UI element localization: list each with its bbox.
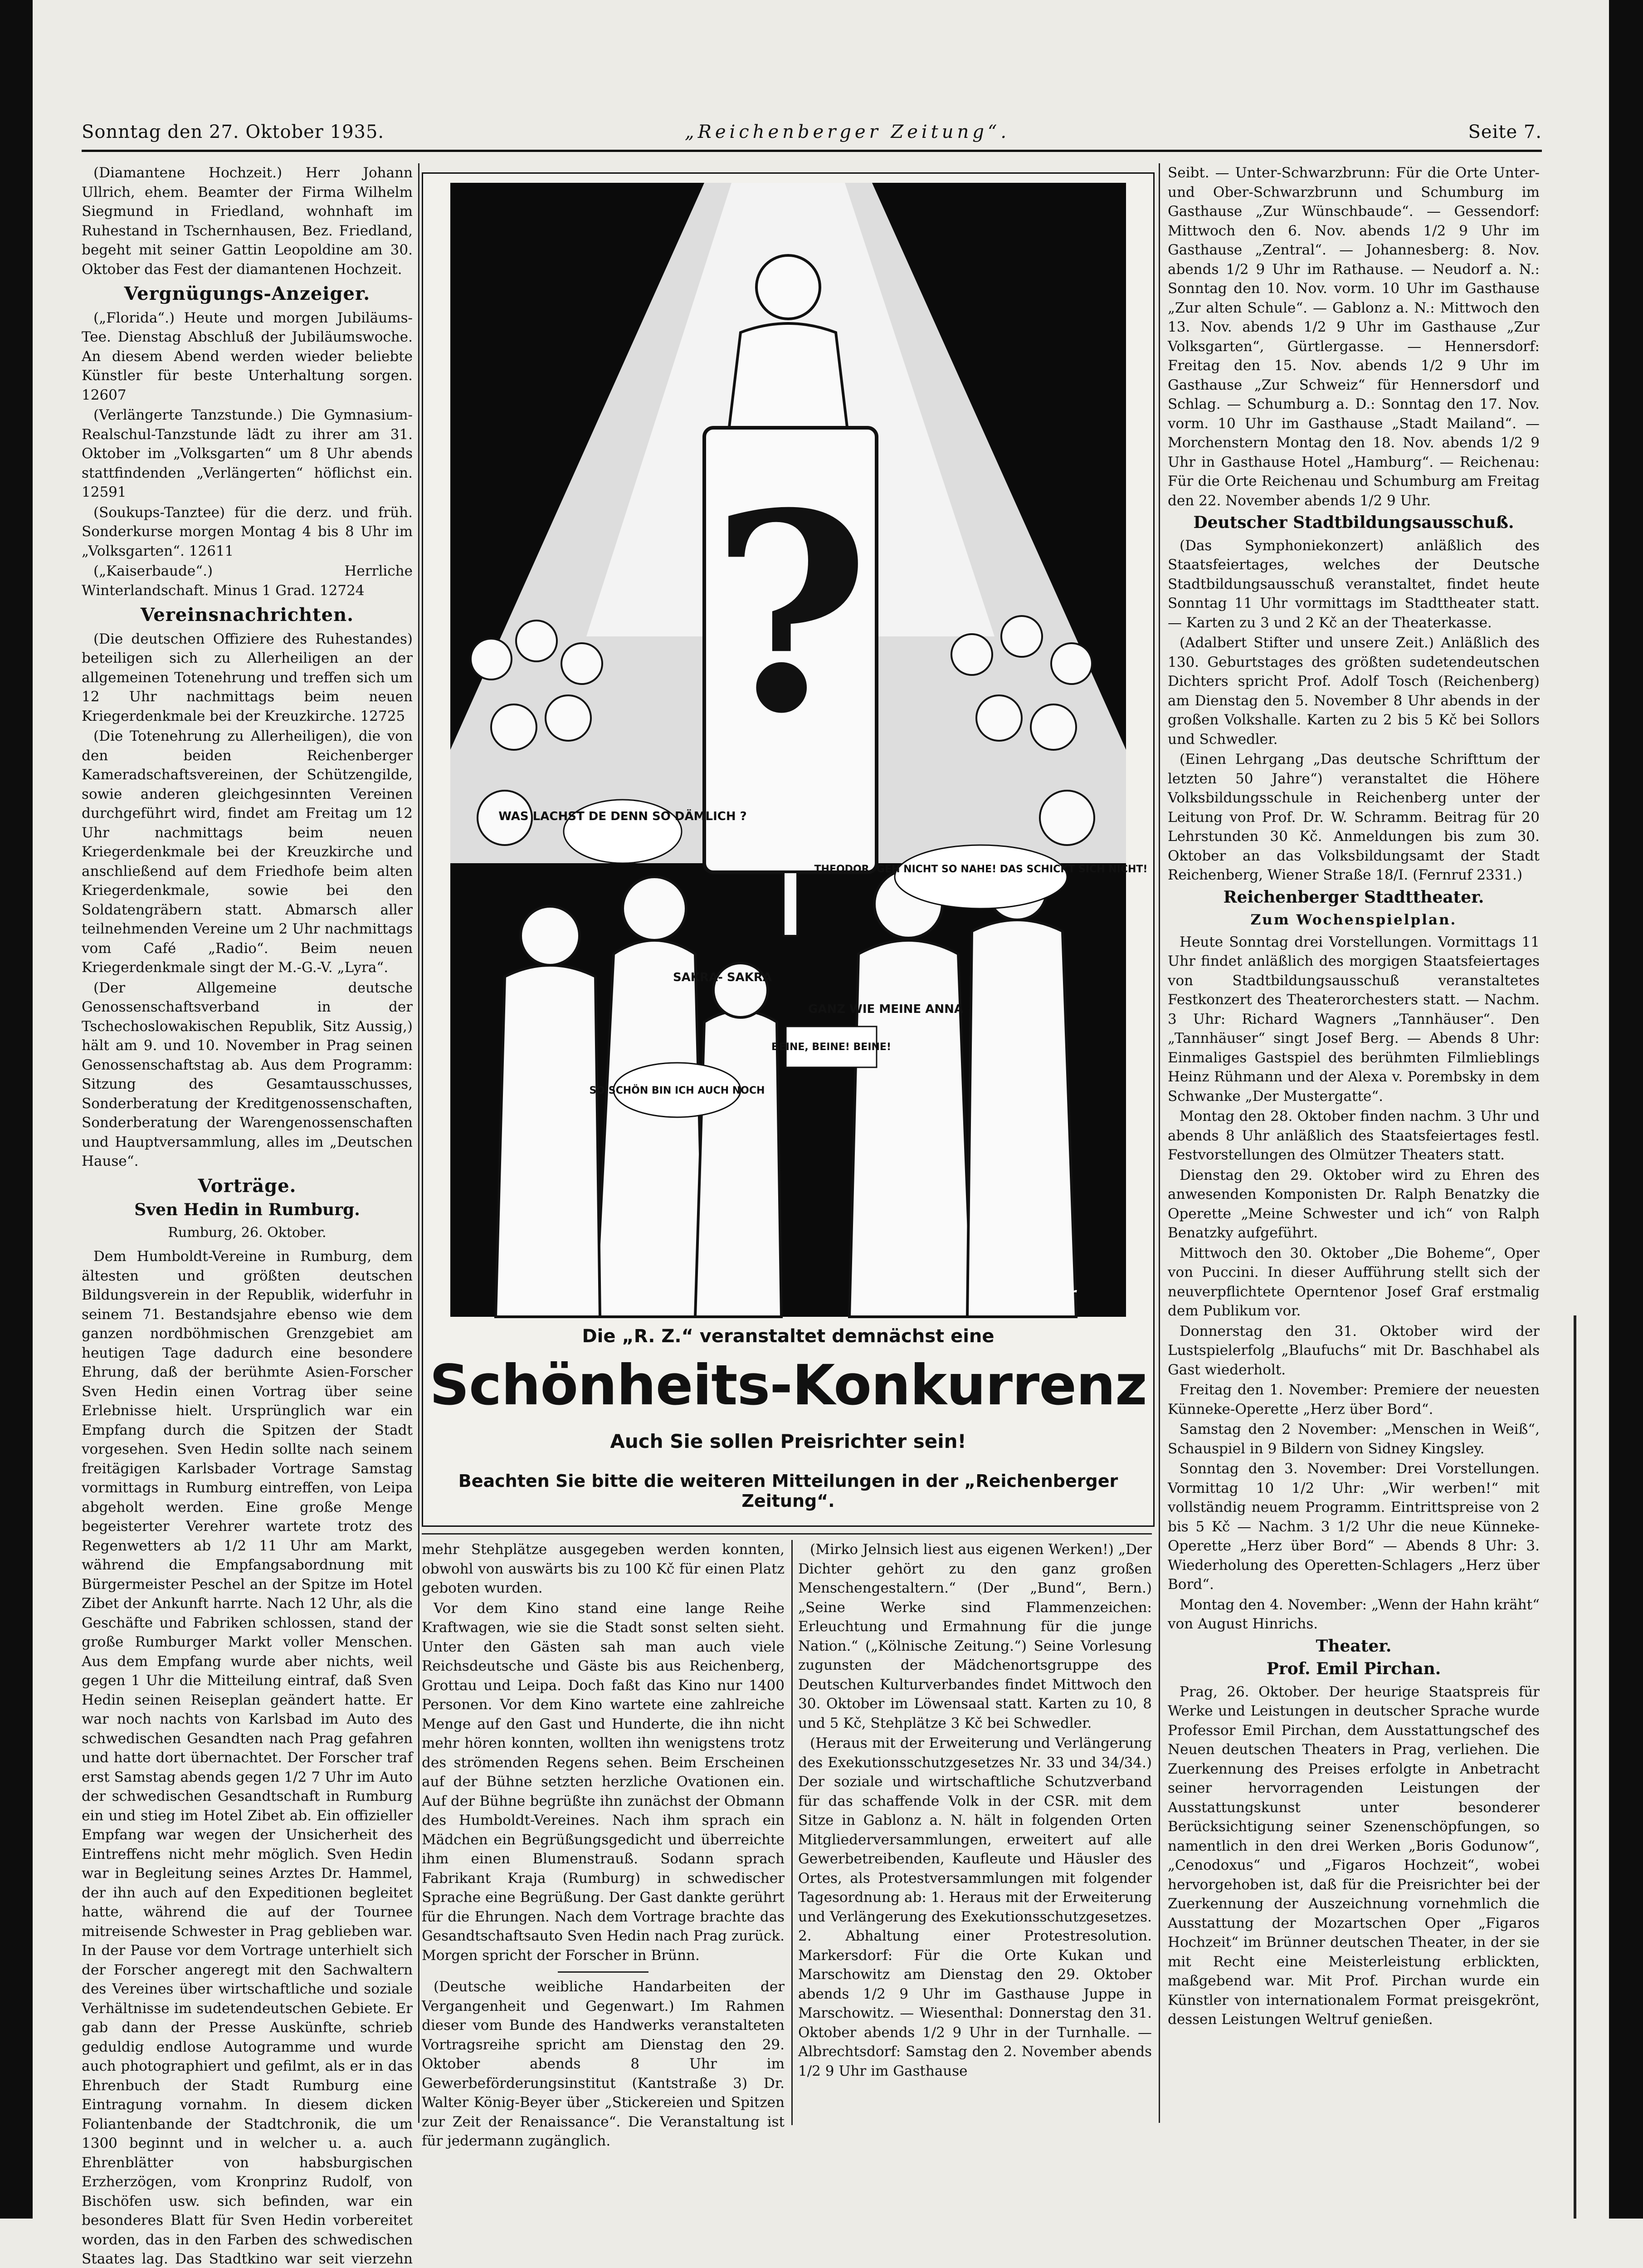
- section-rule: [558, 1971, 648, 1973]
- ad-bottom-divider: [422, 1533, 1152, 1535]
- notice-offiziere: (Die deutschen Offiziere des Ruhestandes) beteiligen sich zu Allerheiligen an der allgemeinen Totenehrung und treffen sich um 12 Uhr nachmittags beim neuen Kriegerdenkmale bei der Kreuzkirche. 12725: [82, 631, 413, 724]
- section-heading-stadtbildung: Deutscher Stadtbildungsausschuß.: [1193, 513, 1514, 532]
- article-body-pirchan: Prag, 26. Oktober. Der heurige Staatspreis für Werke und Leistungen in deutscher Sprache wurde Professor Emil Pirchan, dem Ausstattungschef des Neuen deutschen Theaters in Prag, verliehen. Die Zuerkennung des Preises erfolgte in Anbetracht seiner hervorragenden Leistungen der Ausstattungskunst unter besonderer Berücksichtigung seiner Szenenschöpfungen, so namentlich in den drei Werken „Boris Godunow“, „Cenodoxus“ und „Figaros Hochzeit“, wobei hervorgehoben ist, daß für die Preisrichter bei der Zuerkennung der Auszeichnung vornehmlich die Ausstattung der Mozartschen Oper „Figaros Hochzeit“ im Brünner deutschen Theater, in der sie mit Recht eine Meisterleistung erblickten, maßgebend war. Mit Prof. Pirchan wurde ein Künstler von internationalem Format preisgekrönt, dessen Leistungen Weltruf genießen.: [1168, 1683, 1540, 2028]
- notice-symphoniekonzert: (Das Symphoniekonzert) anläßlich des Staatsfeiertages, welches der Deutsche Stadtbildungsausschuß veranstaltet, findet heute Sonntag 11 Uhr vormittags im Stadttheater statt. — Karten zu 3 und 2 Kč an der Theaterkasse.: [1168, 537, 1540, 631]
- scan-edge-line: [1574, 1315, 1576, 2219]
- notice-lehrgang: (Einen Lehrgang „Das deutsche Schrifttum der letzten 50 Jahre“) veranstaltet die Höhere Volksbildungsschule in Reichenberg unter der Leitung von Prof. Dr. W. Schramm. Beitrag für 20 Lehrstunden 30 Kč. Anmeldungen bis zum 30. Oktober an das Volksbildungsamt der Stadt Reichenberg, Wiener Straße 18/I. (Fernruf 2331.): [1168, 751, 1540, 883]
- schedule-mittwoch: Mittwoch den 30. Oktober „Die Boheme“, Oper von Puccini. In dieser Aufführung stellt sich der neuverpflichtete Operntenor Josef Graf erstmalig dem Publikum vor.: [1168, 1245, 1540, 1319]
- scan-edge-left: [0, 0, 33, 2219]
- subheading-wochenspielplan: Zum Wochenspielplan.: [1250, 912, 1457, 928]
- article-body-kino: Vor dem Kino stand eine lange Reihe Kraftwagen, wie sie die Stadt sonst selten sieht. Unter den Gästen sah man auch viele Reichsdeutsche und Gäste bis aus Reichenberg, Grottau und Leipa. Doch faßt das Kino nur 1400 Personen. Vor dem Kino wartete eine zahlreiche Menge auf den Gast und Hunderte, die ihn nicht mehr hören konnten, wollten ihn wenigstens trotz des strömenden Regens sehen. Beim Erscheinen auf der Bühne setzten herzliche Ovationen ein. Auf der Bühne begrüßte ihn zunächst der Obmann des Humboldt-Vereines. Nach ihm sprach ein Mädchen ein Begrüßungsgedicht und überreichte ihm einen Blumenstrauß. Sodann sprach Fabrikant Kraja (Rumburg) in schwedischer Sprache eine Begrüßung. Der Gast dankte gerührt für die Ehrungen. Nach dem Vortrage brachte das Gesandtschaftsauto Sven Hedin nach Prag zurück. Morgen spricht der Forscher in Brünn.: [422, 1600, 785, 1964]
- advertisement-beauty-contest: [422, 172, 1155, 1527]
- header-rule: [82, 150, 1542, 152]
- notice-stifter: (Adalbert Stifter und unsere Zeit.) Anläßlich des 130. Geburtstages des größten sudetendeutschen Dichters spricht Prof. Adolf Tosch (Reichenberg) am Dienstag den 5. November 8 Uhr abends in der großen Volkshalle. Karten zu 2 bis 5 Kč bei Sollors und Schwedler.: [1168, 635, 1540, 748]
- speech-bubble-1: WAS LACHST DE DENN SO DÄMLICH ?: [498, 810, 747, 823]
- schedule-montag: Montag den 28. Oktober finden nachm. 3 Uhr und abends 8 Uhr anläßlich des Staatsfeiertages festl. Festvorstellungen des Olmützer Theaters statt.: [1168, 1108, 1540, 1163]
- svg-text:?: ?: [711, 454, 870, 773]
- artist-signature: Dressler: [1003, 1285, 1076, 1303]
- schedule-donnerstag: Donnerstag den 31. Oktober wird der Lustspielerfolg „Blaufuchs“ mit Dr. Baschhabel als Gast wiederholt.: [1168, 1323, 1540, 1378]
- column-4: [1168, 163, 1540, 2123]
- notice-genossenschaft: (Der Allgemeine deutsche Genossenschaftsverband in der Tschechoslowakischen Republik, Sitz Aussig,) hält am 9. und 10. November in Prag seinen Genossenschaftstag ab. Aus dem Programm: Sitzung des Gesamtausschusses, Sonderberatung der Kreditgenossenschaften, Sonderberatung der Warengenossenschaften und Hauptversammlung, alles im „Deutschen Hause“.: [82, 979, 413, 1169]
- ad-illustration: [450, 183, 1148, 1317]
- column-divider: [791, 1540, 793, 2125]
- section-heading-stadttheater: Reichenberger Stadttheater.: [1223, 887, 1484, 907]
- column-3: [798, 1540, 1152, 2125]
- speech-bubble-4: GANZ WIE MEINE ANNA: [808, 1002, 963, 1016]
- column-divider: [1159, 163, 1160, 2123]
- section-heading-amusement: Vergnügungs-Anzeiger.: [124, 283, 371, 304]
- notice-orte: Seibt. — Unter-Schwarzbrunn: Für die Orte Unter- und Ober-Schwarzbrunn und Schumburg im Gasthause „Zur Wünschbaude“. — Gessendorf: Mittwoch den 6. Nov. abends 1/2 9 Uhr im Gasthause „Zentral“. — Johannesberg: 8. Nov. abends 1/2 9 Uhr im Rathause. — Neudorf a. N.: Sonntag den 10. Nov. vorm. 10 Uhr im Gasthause „Zur alten Schule“. — Gablonz a. N.: Mittwoch den 13. Nov. abends 1/2 9 Uhr im Gasthause „Zur Volksgarten“, Gürtlergasse. — Hennersdorf: Freitag den 15. Nov. abends 1/2 9 Uhr im Gasthause „Zur Schweiz“ für Hennersdorf und Schlag. — Schumburg a. D.: Sonntag den 17. Nov. vorm. 10 Uhr im Gasthause „Stadt Mailand“. — Morchenstern Montag den 18. Nov. abends 1/2 9 Uhr in Gasthause Hotel „Hamburg“. — Reichenau: Für die Orte Reichenau und Schumburg am Freitag den 22. November abends 1/2 9 Uhr.: [1168, 165, 1540, 509]
- article-title-pirchan: Prof. Emil Pirchan.: [1266, 1659, 1441, 1678]
- notice-soukup: (Soukups-Tanztee) für die derz. und früh. Sonderkurse morgen Montag 4 bis 8 Uhr im „Volksgarten“. 12611: [82, 504, 413, 559]
- section-heading-vortraege: Vorträge.: [198, 1175, 297, 1197]
- article-dateline: Rumburg, 26. Oktober.: [168, 1224, 327, 1241]
- header-date: Sonntag den 27. Oktober 1935.: [82, 122, 385, 142]
- schedule-montag-2: Montag den 4. November: „Wenn der Hahn kräht“ von August Hinrichs.: [1168, 1596, 1540, 1632]
- schedule-dienstag: Dienstag den 29. Oktober wird zu Ehren des anwesenden Komponisten Dr. Ralph Benatzky die Operette „Meine Schwester und ich“ von Ralph Benatzky aufgeführt.: [1168, 1167, 1540, 1241]
- notice-schutzverband: (Heraus mit der Erweiterung und Verlängerung des Exekutionsschutzgesetzes Nr. 33 und 34/34.) Der soziale und wirtschaftliche Schutzverband für das schaffende Volk in der CSR. mit dem Sitze in Gablonz a. N. hält in folgenden Orten Mitgliederversammlungen, erweitert auf alle Gewerbetreibenden, Kaufleute und Häusler des Ortes, als Protestversammlungen mit folgender Tagesordnung ab: 1. Heraus mit der Erweiterung und Verlängerung des Exekutionsschutzgesetzes. 2. Abhaltung einer Protestresolution. Markersdorf: Für die Orte Kukan und Marschowitz am Dienstag den 29. Oktober abends 1/2 9 Uhr im Gasthause Juppe in Marschowitz. — Wiesenthal: Donnerstag den 31. Oktober abends 1/2 9 Uhr in der Turnhalle. — Albrechtsdorf: Samstag den 2. November abends 1/2 9 Uhr im Gasthause: [798, 1735, 1152, 2079]
- article-title-hedin: Sven Hedin in Rumburg.: [134, 1200, 360, 1219]
- notice-florida: („Florida“.) Heute und morgen Jubiläums-Tee. Dienstag Abschluß der Jubiläumswoche. An diesem Abend werden wieder beliebte Künstler für beste Unterhaltung sorgen. 12607: [82, 309, 413, 403]
- ad-footer-line: Beachten Sie bitte die weiteren Mitteilungen in der „Reichenberger Zeitung“.: [458, 1471, 1118, 1511]
- schedule-freitag: Freitag den 1. November: Premiere der neuesten Künneke-Operette „Herz über Bord“.: [1168, 1382, 1540, 1418]
- ad-intro-line: Die „R. Z.“ veranstaltet demnächst eine: [582, 1326, 995, 1347]
- schedule-heute: Heute Sonntag drei Vorstellungen. Vormittags 11 Uhr findet anläßlich des morgigen Staatsfeiertages von Stadtbildungsausschuß veranstaltetes Festkonzert des Theaterorchesters statt. — Nachm. 3 Uhr: Richard Wagners „Tannhäuser“. Den „Tannhäuser“ singt Josef Berg. — Abends 8 Uhr: Einmaliges Gastspiel des berühmten Filmlieblings Heinz Rühmann und der Alexa v. Porembsky in dem Schwanke „Der Mustergatte“.: [1168, 934, 1540, 1105]
- ad-subline: Auch Sie sollen Preisrichter sein!: [610, 1430, 966, 1452]
- schedule-sonntag: Sonntag den 3. November: Drei Vorstellungen. Vormittag 10 1/2 Uhr: „Wir werben!“ mit vollständig neuem Programm. Eintrittspreise von 2 bis 5 Kč — Nachm. 3 1/2 Uhr die neue Künneke-Operette „Herz über Bord“ — Abends 8 Uhr: 3. Wiederholung des Operetten-Schlagers „Herz über Bord“.: [1168, 1461, 1540, 1593]
- speech-bubble-3: SAKRA- SAKRA: [673, 971, 772, 984]
- column-1: [82, 163, 413, 2267]
- section-heading-vereine: Vereinsnachrichten.: [140, 604, 354, 626]
- notice-jubilee: (Diamantene Hochzeit.) Herr Johann Ullrich, ehem. Beamter der Firma Wilhelm Siegmund in Friedland, wohnhaft im Ruhestand in Tschernhausen, Bez. Friedland, begeht mit seiner Gattin Leopoldine am 30. Oktober das Fest der diamantenen Hochzeit.: [82, 165, 413, 278]
- schedule-samstag: Samstag den 2 November: „Menschen in Weiß“, Schauspiel in 9 Bildern von Sidney Kingsley.: [1168, 1421, 1540, 1457]
- article-continuation: mehr Stehplätze ausgegeben werden konnten, obwohl von auswärts bis zu 100 Kč für einen Platz geboten wurden.: [422, 1541, 785, 1596]
- ad-headline: Schönheits-Konkurrenz: [429, 1353, 1147, 1418]
- page-header: [82, 113, 1542, 154]
- article-body-hedin: Dem Humboldt-Vereine in Rumburg, dem ältesten und größten deutschen Bildungsverein in der Republik, widerfuhr in seinem 71. Bestandsjahre ebenso wie dem ganzen nordböhmischen Grenzgebiet am heutigen Tage dadurch eine besondere Ehrung, daß der berühmte Asien-Forscher Sven Hedin einen Vortrag über seine Erlebnisse hielt. Ursprünglich war ein Empfang durch die Spitzen der Stadt vorgesehen. Sven Hedin sollte nach seinem freitägigen Karlsbader Vortrage Samstag vormittags in Rumburg eintreffen, von Leipa abgeholt werden. Eine große Menge begeisterter Verehrer wartete trotz des Regenwetters ab 1/2 11 Uhr am Markt, während die Empfangsabordnung mit Bürgermeister Peschel an der Spitze im Hotel Zibet der Ankunft harrte. Nach 12 Uhr, als die Geschäfte und Fabriken schlossen, stand der große Rumburger Markt voller Menschen. Aus dem Empfang wurde aber nichts, weil gegen 1 Uhr die Mitteilung eintraf, daß Sven Hedin seinen Reiseplan geändert hatte. Er war noch nachts von Karlsbad im Auto des schwedischen Gesandten nach Prag gefahren und hatte dort übernachtet. Der Forscher traf erst Samstag abends gegen 1/2 7 Uhr im Auto der schwedischen Gesandtschaft in Rumburg ein und stieg im Hotel Zibet ab. Ein offizieller Empfang war wegen der Unsicherheit des Eintreffens nicht mehr möglich. Sven Hedin war in Begleitung seines Arztes Dr. Hammel, der ihn auch auf den Expeditionen begleitet hatte, während die auf der Tournee mitreisende Schwester in Prag geblieben war. In der Pause vor dem Vortrage unterhielt sich der Forscher angeregt mit den Sachwaltern des Vereines über wirtschaftliche und soziale Verhältnisse im sudetendeutschen Gebiete. Er gab dann der Presse Auskünfte, schrieb geduldig endlose Autogramme und wurde auch photographiert und gefilmt, als er in das Ehrenbuch der Stadt Rumburg eine Eintragung vornahm. In diesem dicken Foliantenbande der Stadtchronik, die um 1300 beginnt und in welcher u. a. auch Ehrenblätter von habsburgischen Erzherzögen, vom Kronprinz Rudolf, von Bischöfen usw. sich befinden, war ein besonderes Blatt für Sven Hedin vorbereitet worden, das in den Farben des schwedischen Staates lag. Das Stadtkino war seit vierzehn: [82, 1248, 413, 2267]
- notice-kaiserbaude: („Kaiserbaude“.) Herrliche Winterlandschaft. Minus 1 Grad. 12724: [82, 563, 413, 599]
- header-paper-title: „Reichenberger Zeitung“.: [685, 122, 1010, 142]
- notice-zelnsich: (Mirko Jelnsich liest aus eigenen Werken!) „Der Dichter gehört zu den ganz großen Menschengestaltern.“ (Der „Bund“, Bern.) „Seine Werke sind Flammenzeichen: Erleuchtung und Ermahnung für die junge Nation.“ („Kölnische Zeitung.“) Seine Vorlesung zugunsten der Mädchenortsgruppe des Deutschen Kulturverbandes findet Mittwoch den 30. Oktober im Löwensaal statt. Karten zu 10, 8 und 5 Kč, Stehplätze 3 Kč bei Schwedler.: [798, 1541, 1152, 1731]
- notice-totenehrung: (Die Totenehrung zu Allerheiligen), die von den beiden Reichenberger Kameradschaftsvereinen, der Schützengilde, sowie anderen gleichgesinnten Vereinen durchgeführt wird, findet am Freitag um 12 Uhr nachmittags beim neuen Kriegerdenkmale bei der Kreuzkirche und anschließend auf dem Friedhofe beim alten Kriegerdenkmale, sowie bei den Soldatengräbern statt. Abmarsch aller teilnehmenden Vereine um 2 Uhr nachmittags vom Café „Radio“. Beim neuen Kriegerdenkmale singt der M.-G.-V. „Lyra“.: [82, 728, 413, 976]
- speech-bubble-2: THEODOR, GEH NICHT SO NAHE! DAS SCHICKT SICH NICHT!: [814, 864, 1148, 875]
- notice-handarbeiten: (Deutsche weibliche Handarbeiten der Vergangenheit und Gegenwart.) Im Rahmen dieser vom Bunde des Handwerks veranstalteten Vortragsreihe spricht am Dienstag den 29. Oktober abends 8 Uhr im Gewerbeförderungsinstitut (Kantstraße 3) Dr. Walter König-Beyer über „Stickereien und Spitzen zur Zeit der Renaissance“. Die Veranstaltung ist für jedermann zugänglich.: [422, 1979, 785, 2149]
- section-heading-theater: Theater.: [1316, 1636, 1392, 1656]
- speech-bubble-5: BEINE, BEINE! BEINE!: [771, 1041, 892, 1053]
- question-sign: [704, 428, 877, 936]
- header-page-number: Seite 7.: [1468, 122, 1542, 142]
- scan-edge-right: [1609, 0, 1643, 2219]
- column-2: [422, 1540, 785, 2149]
- speech-bubble-6: SO SCHÖN BIN ICH AUCH NOCH: [589, 1085, 765, 1096]
- notice-tanzstunde: (Verlängerte Tanzstunde.) Die Gymnasium-Realschul-Tanzstunde lädt zu ihrer am 31. Oktober im „Volksgarten“ um 8 Uhr abends stattfindenden „Verlängerten“ höflichst ein. 12591: [82, 407, 413, 500]
- column-divider: [418, 163, 419, 2123]
